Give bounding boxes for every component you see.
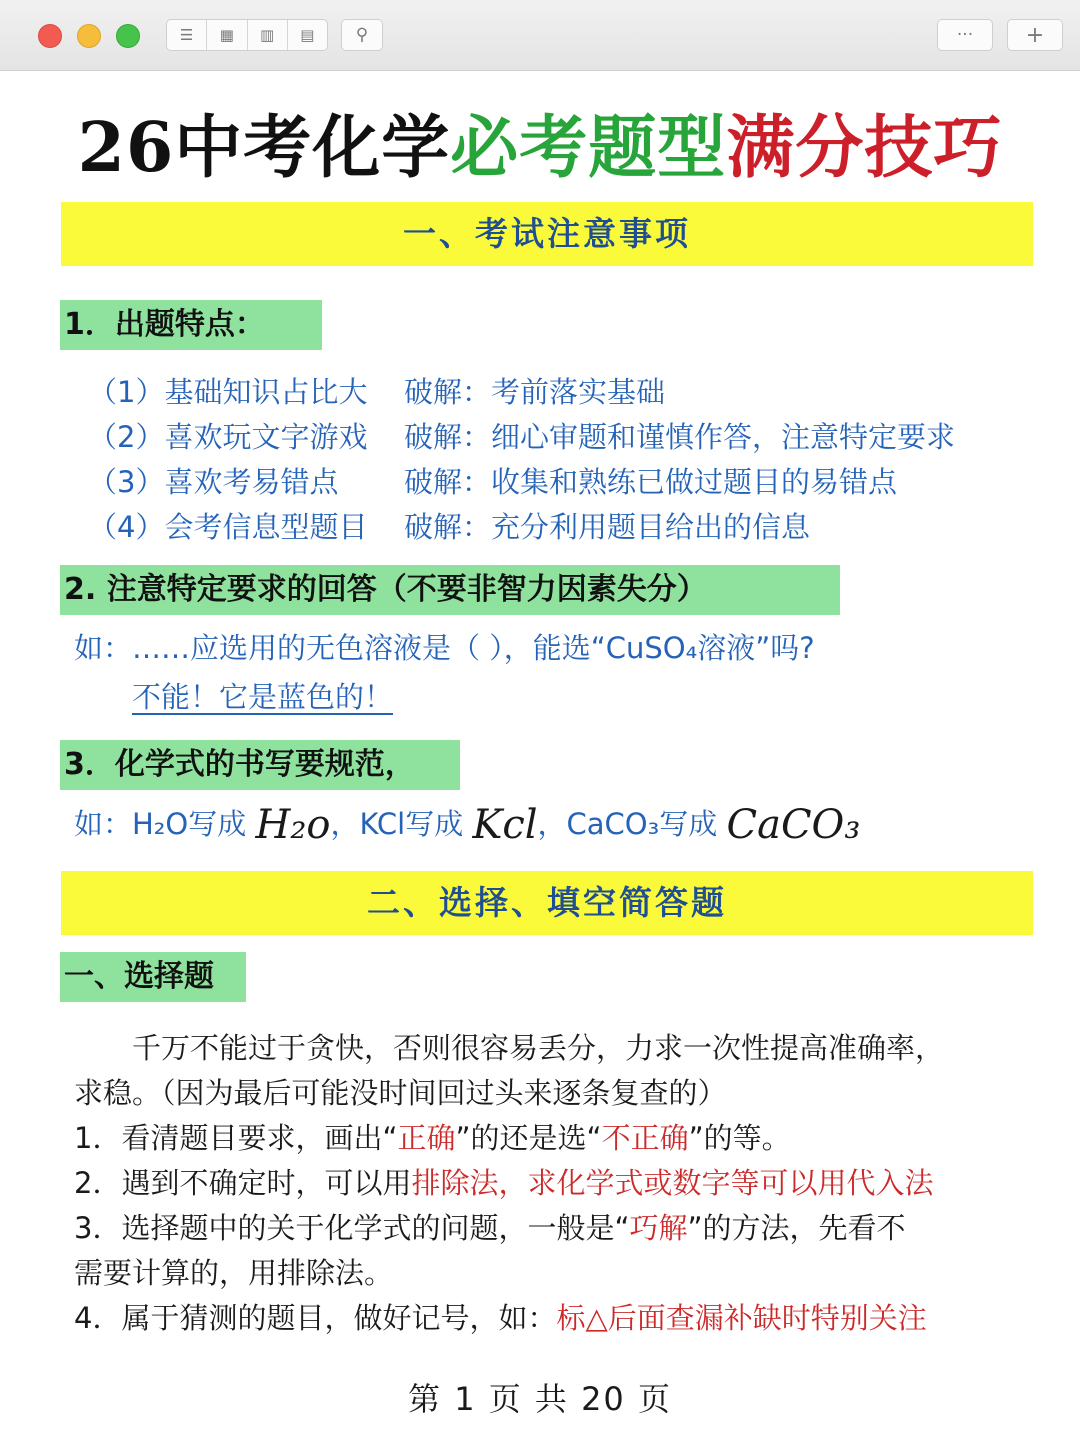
- heading-multiple-choice: 一、选择题: [60, 952, 246, 1002]
- formula-prefix: 如：H₂O写成: [74, 807, 247, 841]
- solution-text: 破解：考前落实基础: [404, 375, 666, 409]
- tip-highlight: 正确: [397, 1121, 456, 1155]
- feature-row: [88, 462, 897, 502]
- window-titlebar: [0, 0, 1080, 71]
- add-button[interactable]: +: [1007, 19, 1063, 51]
- tip-text: 4．属于猜测的题目，做好记号，如：: [74, 1301, 557, 1335]
- tip-highlight: 不正确: [601, 1121, 689, 1155]
- feature-row: [88, 417, 955, 457]
- document-title: [0, 108, 1080, 188]
- search-icon[interactable]: ⚲: [341, 19, 383, 51]
- calendar-icon[interactable]: ▤: [300, 26, 315, 44]
- map-icon[interactable]: ▥: [248, 20, 288, 50]
- solution-text: 破解：充分利用题目给出的信息: [404, 510, 811, 544]
- heading-exam-features: 1．出题特点：: [60, 300, 322, 350]
- handwritten-kcl: Kcl: [472, 802, 538, 848]
- handwritten-caco3: CaCO₃: [726, 802, 861, 848]
- feature-text: （3）喜欢考易错点: [88, 465, 339, 499]
- example-answer: 不能！它是蓝色的！: [132, 680, 394, 714]
- tip-line-3: [74, 1208, 906, 1248]
- tip-highlight: 标△后面查漏补缺时特别关注: [556, 1301, 927, 1335]
- section-1-banner: 一、考试注意事项: [61, 202, 1033, 266]
- tip-text: ”的还是选“: [455, 1121, 602, 1155]
- tip-text: 2．遇到不确定时，可以用: [74, 1166, 412, 1200]
- title-part-1: 26中考化学: [77, 108, 451, 188]
- tip-text: 1．看清题目要求，画出“: [74, 1121, 398, 1155]
- grid-icon[interactable]: ▦: [207, 20, 247, 50]
- feature-text: （2）喜欢玩文字游戏: [88, 420, 368, 454]
- heading-specific-requirements: 2. 注意特定要求的回答（不要非智力因素失分）: [60, 565, 840, 615]
- feature-row: [88, 372, 665, 412]
- minimize-window-button[interactable]: [77, 24, 101, 48]
- tip-line-3-cont: 需要计算的，用排除法。: [74, 1256, 394, 1290]
- tip-line-4: [74, 1298, 927, 1338]
- list-icon[interactable]: ☰: [167, 20, 207, 50]
- solution-text: 破解：细心审题和谨慎作答，注意特定要求: [404, 420, 956, 454]
- section-2-banner: 二、选择、填空简答题: [61, 871, 1033, 935]
- handwritten-h2o: H₂o: [255, 802, 331, 848]
- tip-highlight: 巧解: [629, 1211, 688, 1245]
- tip-highlight: 排除法，求化学式或数字等可以用代入法: [411, 1166, 934, 1200]
- formula-mid-1: ，KCl写成: [330, 807, 464, 841]
- feature-text: （4）会考信息型题目: [88, 510, 368, 544]
- title-part-3: 满分技巧: [726, 108, 1003, 188]
- close-window-button[interactable]: [38, 24, 62, 48]
- solution-text: 破解：收集和熟练已做过题目的易错点: [404, 465, 898, 499]
- example-question: 如：……应选用的无色溶液是（ ），能选“CuSO₄溶液”吗?: [74, 631, 815, 665]
- page-number: 第 1 页 共 20 页: [408, 1380, 672, 1418]
- feature-row: [88, 507, 810, 547]
- tip-text: ”的等。: [688, 1121, 791, 1155]
- heading-formula-writing: 3．化学式的书写要规范，: [60, 740, 460, 790]
- paragraph-line: 千万不能过于贪快，否则很容易丢分，力求一次性提高准确率，: [132, 1031, 945, 1065]
- tip-line-1: [74, 1118, 791, 1158]
- formula-examples: [74, 802, 861, 848]
- formula-mid-2: ，CaCO₃写成: [537, 807, 718, 841]
- tip-line-2: [74, 1163, 933, 1203]
- feature-text: （1）基础知识占比大: [88, 375, 368, 409]
- more-button[interactable]: ···: [937, 19, 993, 51]
- tip-text: 3．选择题中的关于化学式的问题，一般是“: [74, 1211, 630, 1245]
- view-mode-toolbar: [166, 19, 328, 51]
- tip-text: ”的方法，先看不: [687, 1211, 906, 1245]
- paragraph-line: 求稳。（因为最后可能没时间回过头来逐条复查的）: [74, 1076, 727, 1110]
- zoom-window-button[interactable]: [116, 24, 140, 48]
- title-part-2: 必考题型: [450, 108, 727, 188]
